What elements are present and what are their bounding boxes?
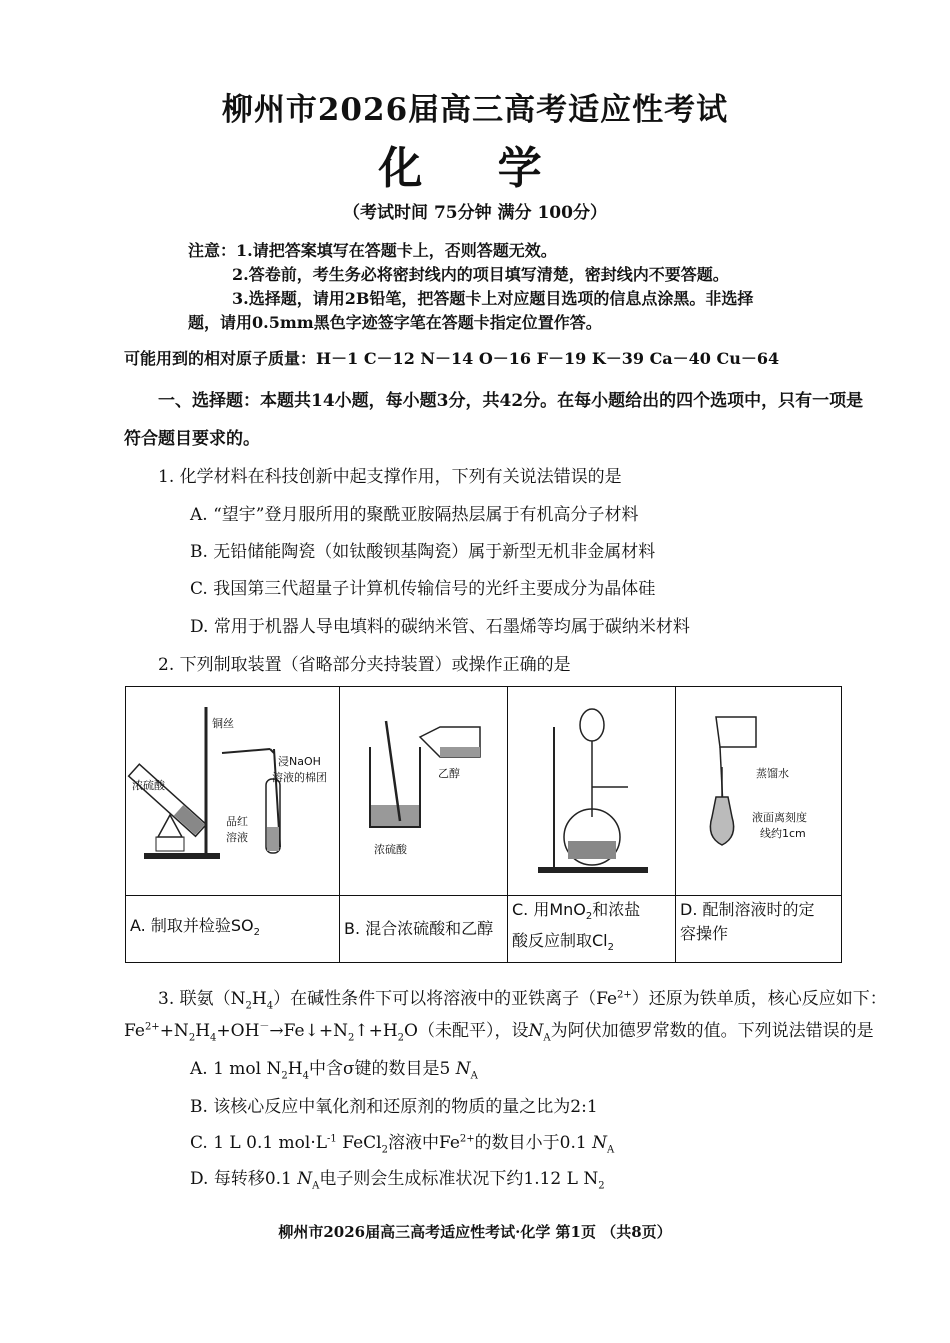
figure-a-cell — [126, 687, 340, 896]
q1-option-d: D. 常用于机器人导电填料的碳纳米管、石墨烯等均属于碳纳米材料 — [190, 617, 690, 637]
note-line-2: 2.答卷前，考生务必将密封线内的项目填写清楚，密封线内不要答题。 — [232, 265, 729, 284]
label-naoh-1: 浸NaOH — [278, 755, 321, 768]
label-dye-2: 溶液 — [226, 831, 248, 844]
atomic-masses: 可能用到的相对原子质量：H－1 C－12 N－14 O－16 F－19 K－39 Ca－40 Cu－64 — [124, 349, 780, 368]
figure-a-so2-apparatus — [126, 687, 338, 891]
caption-a: A. 制取并检验$SO_2$ — [126, 896, 340, 963]
figure-d-cell — [676, 687, 842, 896]
note-line-4: 题，请用0.5mm黑色字迹签字笔在答题卡指定位置作答。 — [188, 313, 602, 332]
caption-b: B. 混合浓硫酸和乙醇 — [340, 896, 508, 963]
section1-line-1: 一、选择题：本题共14小题，每小题3分，共42分。在每小题给出的四个选项中，只有一项是 — [158, 391, 864, 411]
label-dye-1: 品红 — [226, 815, 248, 828]
figure-c-cell — [508, 687, 676, 896]
figure-c-cl2-apparatus — [508, 687, 674, 891]
q3-stem-line-2: $Fe^{2+}+N_2H_4+OH^-\to Fe↓+N_2↑+H_2O$（未配平），设$N_A$为阿伏加德罗常数的值。下列说法错误的是 — [124, 1021, 874, 1044]
exam-title: 柳州市2026届高三高考适应性考试 — [221, 92, 729, 128]
q2-stem: 2. 下列制取装置（省略部分夹持装置）或操作正确的是 — [158, 655, 571, 675]
page-footer: 柳州市2026届高三高考适应性考试·化学 第1页 （共8页） — [278, 1223, 672, 1241]
label-conc-sulfuric: 浓硫酸 — [132, 779, 165, 792]
q1-option-b: B. 无铅储能陶瓷（如钛酸钡基陶瓷）属于新型无机非金属材料 — [190, 542, 656, 562]
apparatus-table — [125, 686, 842, 963]
section1-line-2: 符合题目要求的。 — [124, 429, 260, 449]
q3-option-d: D. 每转移0.1 $N_A$电子则会生成标准状况下约1.12 L $N_2$ — [190, 1169, 605, 1192]
exam-time-info: （考试时间 75分钟 满分 100分） — [343, 203, 607, 223]
note-line-3: 3.选择题，请用2B铅笔，把答题卡上对应题目选项的信息点涂黑。非选择 — [232, 289, 754, 308]
caption-d: D. 配制溶液时的定 容操作 — [676, 896, 842, 963]
label-naoh-2: 溶液的棉团 — [272, 771, 327, 784]
q3-option-b: B. 该核心反应中氧化剂和还原剂的物质的量之比为2:1 — [190, 1097, 598, 1117]
caption-c: C. 用MnO$_2$和浓盐 酸反应制取$Cl_2$ — [508, 896, 676, 963]
label-level-2: 线约1cm — [760, 827, 806, 840]
note-line-1: 注意：1.请把答案填写在答题卡上，否则答题无效。 — [188, 241, 557, 260]
label-ethanol: 乙醇 — [438, 767, 460, 780]
q3-option-c: C. 1 L 0.1 $mol\cdot L^{-1}$ FeCl$_2$溶液中$Fe^{2+}$的数目小于0.1 $N_A$ — [190, 1133, 615, 1156]
subject-title: 化 学 — [378, 143, 572, 194]
label-copper-wire: 铜丝 — [212, 717, 234, 730]
figure-b-mixing-beaker — [340, 687, 506, 891]
q1-option-c: C. 我国第三代超量子计算机传输信号的光纤主要成分为晶体硅 — [190, 579, 656, 599]
q3-option-a: A. 1 mol $N_2H_4$中含σ键的数目是5 $N_A$ — [190, 1059, 478, 1082]
label-level-1: 液面离刻度 — [752, 811, 807, 824]
q1-option-a: A. “望宇”登月服所用的聚酰亚胺隔热层属于有机高分子材料 — [190, 505, 639, 525]
figure-b-cell — [340, 687, 508, 896]
q1-stem: 1. 化学材料在科技创新中起支撑作用，下列有关说法错误的是 — [158, 467, 622, 487]
label-distilled-water: 蒸馏水 — [756, 767, 789, 780]
figure-d-volumetric-flask — [676, 687, 840, 891]
label-conc-sulfuric-b: 浓硫酸 — [374, 843, 407, 856]
q3-stem-line-1: 3. 联氨$(N_2H_4)$在碱性条件下可以将溶液中的亚铁离子$(Fe^{2+})$还原为铁单质，核心反应如下： — [158, 989, 887, 1012]
